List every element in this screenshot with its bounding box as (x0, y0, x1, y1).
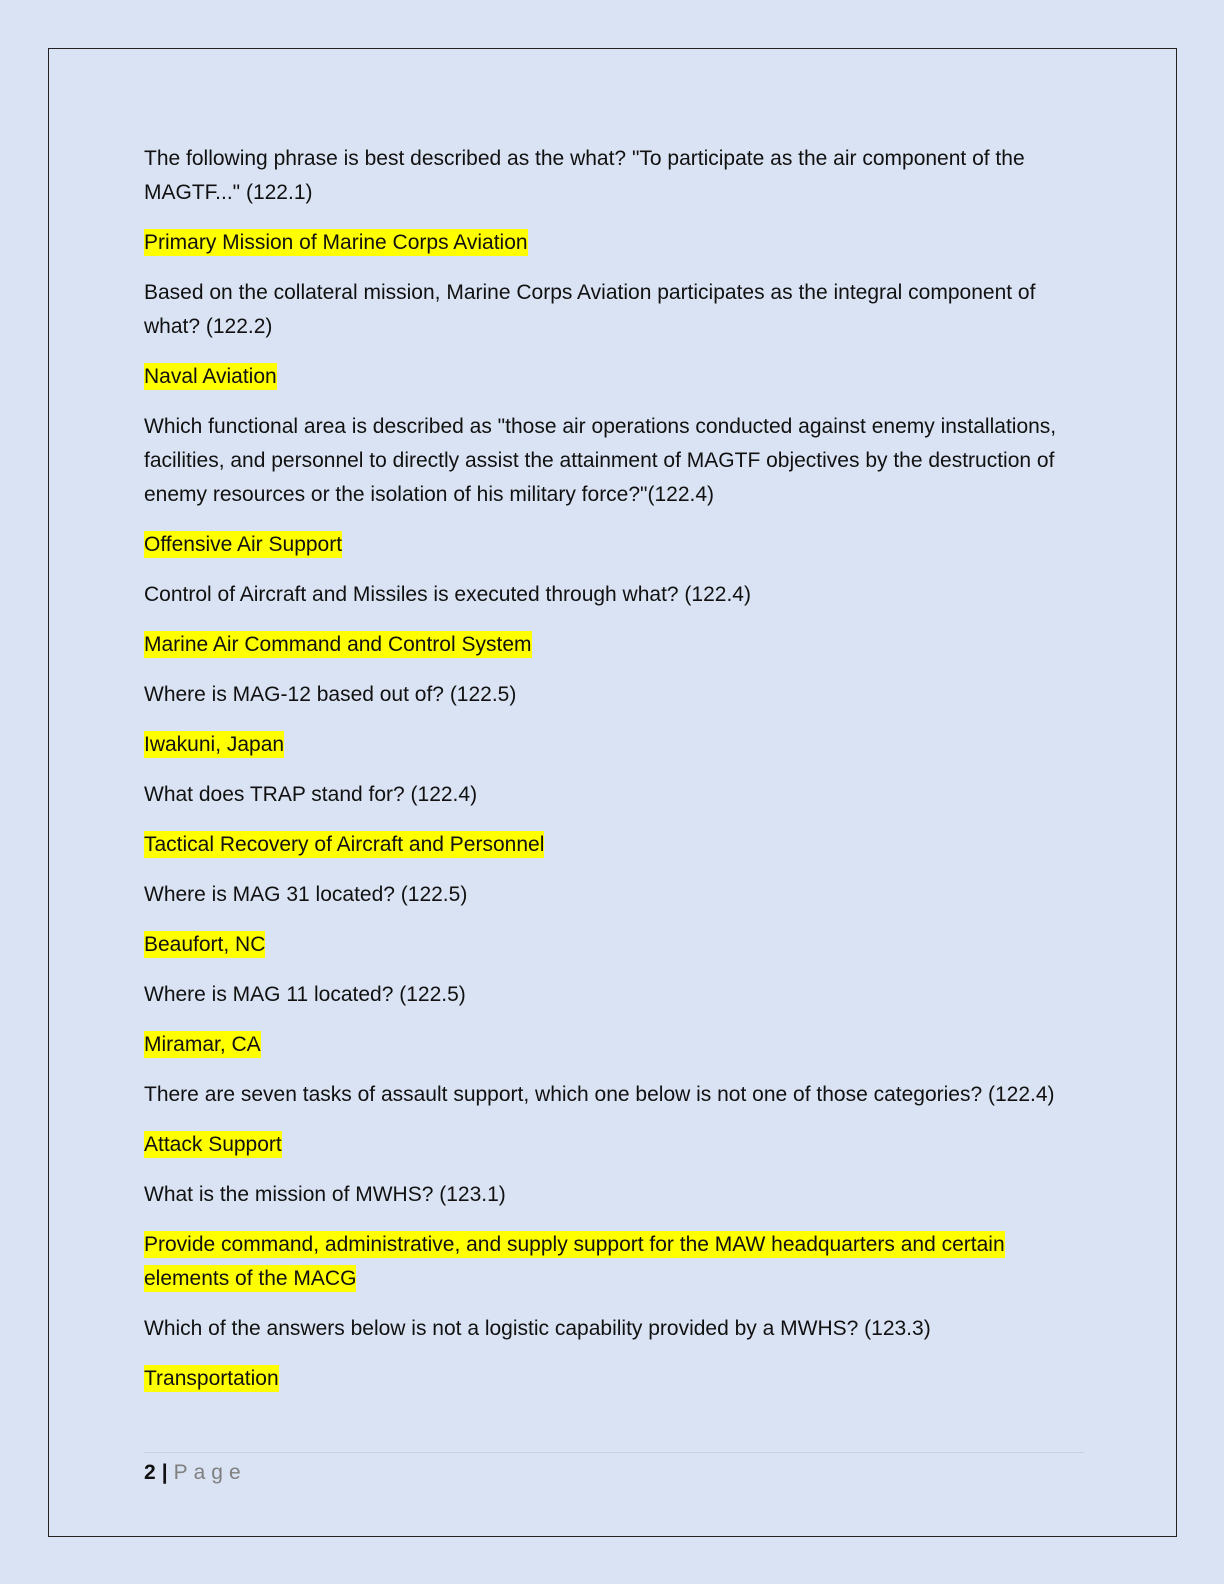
answer-highlight: Tactical Recovery of Aircraft and Personnel (144, 833, 545, 856)
answer-highlight: Transportation (144, 1367, 279, 1390)
answer-text (144, 828, 1084, 862)
answer-text (144, 360, 1084, 394)
question-text: Based on the collateral mission, Marine Corps Aviation participates as the integral component of what? (122.2) (144, 281, 1036, 338)
question-text: Where is MAG-12 based out of? (122.5) (144, 683, 517, 706)
answer-text (144, 628, 1084, 662)
answer-highlight: Beaufort, NC (144, 933, 266, 956)
page-number: 2 (144, 1461, 156, 1484)
answer-highlight: Offensive Air Support (144, 533, 343, 556)
answer-highlight: Miramar, CA (144, 1033, 261, 1056)
qa-item (144, 578, 1084, 662)
question-text: Which functional area is described as "those air operations conducted against enemy installations, facilities, and personnel to directly assist the attainment of MAGTF objectives by the destruction of enemy resources or the isolation of his military force?"(122.4) (144, 415, 1057, 506)
question-text: The following phrase is best described as the what? "To participate as the air component of the MAGTF..." (122.1) (144, 147, 1025, 204)
answer-text (144, 1362, 1084, 1396)
question-text: There are seven tasks of assault support, which one below is not one of those categories? (122.4) (144, 1083, 1055, 1106)
footer-divider (144, 1452, 1084, 1453)
qa-item (144, 276, 1084, 394)
qa-item (144, 410, 1084, 562)
qa-item (144, 678, 1084, 762)
page-label: Page (173, 1461, 247, 1484)
question-text: What does TRAP stand for? (122.4) (144, 783, 478, 806)
answer-highlight: Attack Support (144, 1133, 282, 1156)
answer-text (144, 1028, 1084, 1062)
question-text: Which of the answers below is not a logistic capability provided by a MWHS? (123.3) (144, 1317, 931, 1340)
qa-item (144, 1178, 1084, 1296)
qa-item (144, 878, 1084, 962)
answer-highlight: Primary Mission of Marine Corps Aviation (144, 231, 528, 254)
answer-text (144, 226, 1084, 260)
answer-text (144, 1228, 1084, 1296)
question-text: What is the mission of MWHS? (123.1) (144, 1183, 506, 1206)
answer-text (144, 928, 1084, 962)
answer-text (144, 728, 1084, 762)
page-footer (144, 1456, 247, 1490)
qa-item (144, 978, 1084, 1062)
footer-separator: | (161, 1461, 168, 1484)
question-text: Where is MAG 11 located? (122.5) (144, 983, 466, 1006)
answer-highlight: Iwakuni, Japan (144, 733, 285, 756)
answer-text (144, 1128, 1084, 1162)
question-text: Control of Aircraft and Missiles is executed through what? (122.4) (144, 583, 751, 606)
answer-highlight: Marine Air Command and Control System (144, 633, 532, 656)
answer-text (144, 528, 1084, 562)
qa-item (144, 142, 1084, 260)
document-body (144, 142, 1084, 1412)
qa-item (144, 778, 1084, 862)
answer-highlight: Provide command, administrative, and supply support for the MAW headquarters and certain elements of the MACG (144, 1233, 1005, 1290)
answer-highlight: Naval Aviation (144, 365, 277, 388)
question-text: Where is MAG 31 located? (122.5) (144, 883, 468, 906)
qa-item (144, 1078, 1084, 1162)
qa-item (144, 1312, 1084, 1396)
